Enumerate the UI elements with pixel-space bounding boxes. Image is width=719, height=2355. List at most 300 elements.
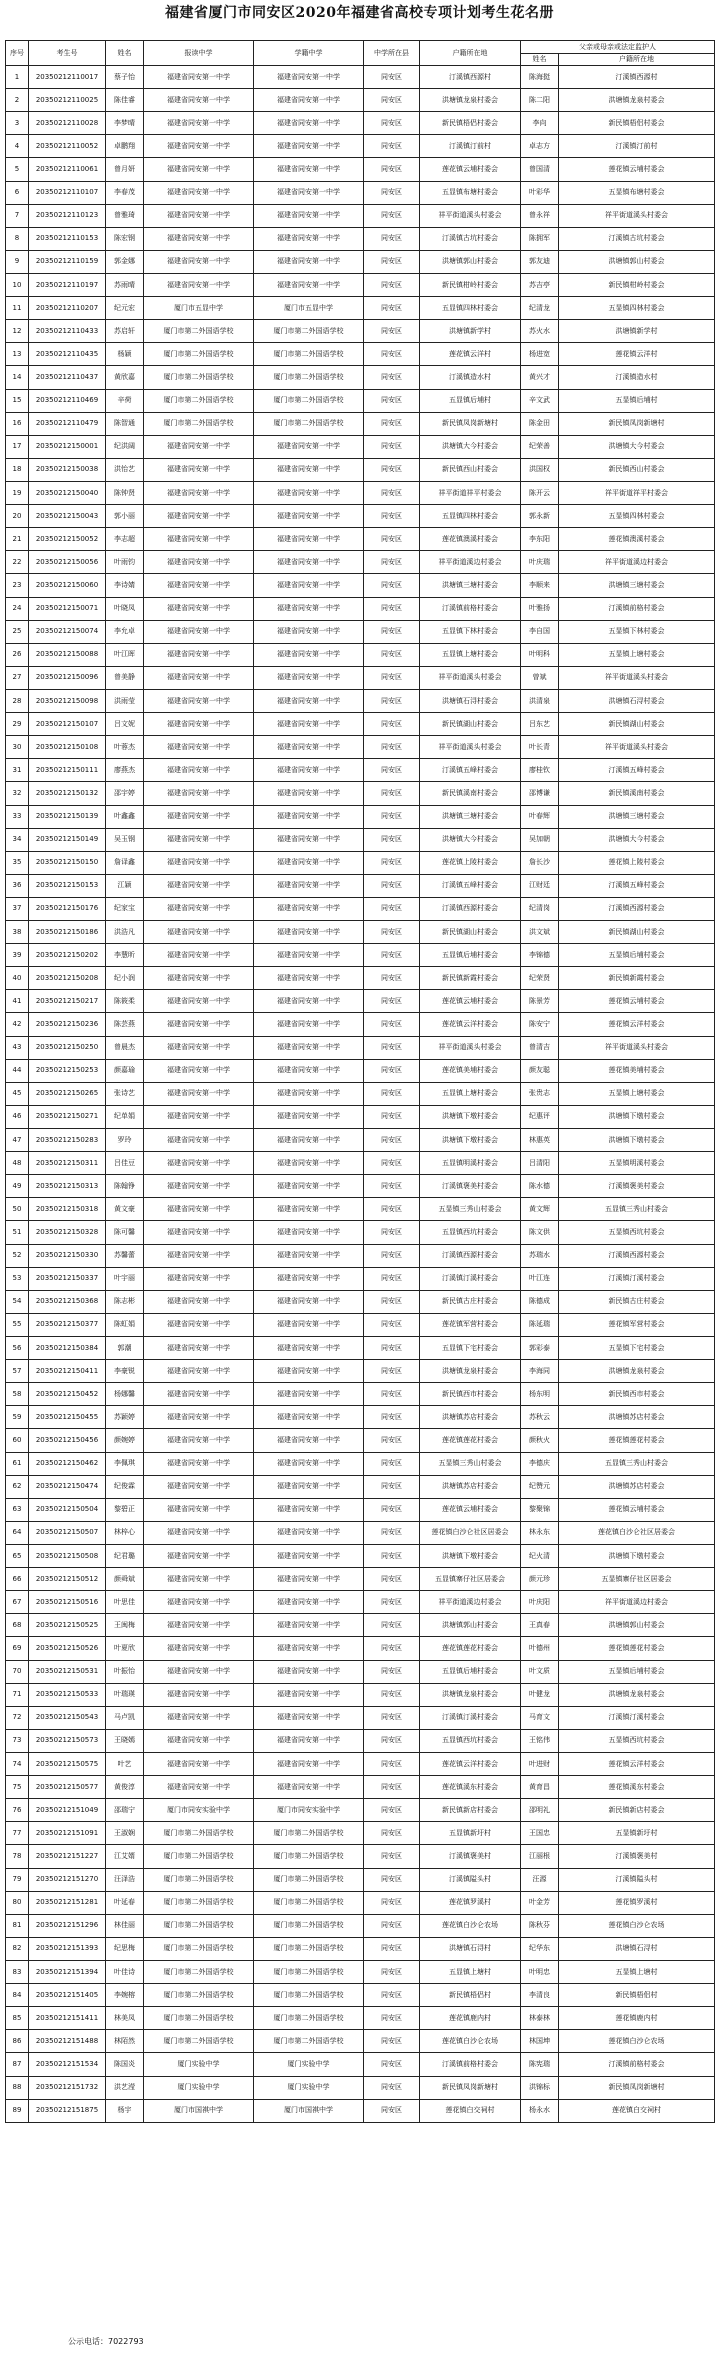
table-row	[6, 1221, 715, 1244]
cell-exam-no: 20350212151411	[29, 2007, 106, 2030]
cell-district: 同安区	[364, 112, 420, 135]
cell-seq: 16	[6, 412, 29, 435]
cell-guardian-name: 杨东明	[521, 1383, 559, 1406]
cell-exam-no: 20350212110433	[29, 320, 106, 343]
cell-district: 同安区	[364, 1706, 420, 1729]
cell-seq: 76	[6, 1799, 29, 1822]
cell-guardian-name: 林泰林	[521, 2007, 559, 2030]
cell-reg-school: 福建省同安第一中学	[254, 1152, 364, 1175]
table-row	[6, 1960, 715, 1983]
cell-school: 福建省同安第一中学	[144, 1706, 254, 1729]
cell-hukou: 五显镇上塘村	[420, 1960, 521, 1983]
cell-reg-school: 福建省同安第一中学	[254, 689, 364, 712]
cell-name: 陈钟贤	[106, 481, 144, 504]
cell-name: 黄文豪	[106, 1198, 144, 1221]
cell-guardian-hukou: 新民镇湖山村委会	[559, 921, 715, 944]
cell-district: 同安区	[364, 1475, 420, 1498]
cell-district: 同安区	[364, 805, 420, 828]
cell-seq: 68	[6, 1614, 29, 1637]
cell-seq: 81	[6, 1914, 29, 1937]
cell-seq: 33	[6, 805, 29, 828]
cell-guardian-hukou: 莲花镇云埔村委会	[559, 1498, 715, 1521]
table-row	[6, 1498, 715, 1521]
cell-reg-school: 福建省同安第一中学	[254, 1129, 364, 1152]
cell-guardian-hukou: 五显镇西坑村委会	[559, 1729, 715, 1752]
cell-exam-no: 20350212150337	[29, 1267, 106, 1290]
cell-guardian-name: 陈金田	[521, 412, 559, 435]
cell-school: 福建省同安第一中学	[144, 1498, 254, 1521]
cell-district: 同安区	[364, 551, 420, 574]
table-row	[6, 574, 715, 597]
cell-district: 同安区	[364, 181, 420, 204]
cell-reg-school: 福建省同安第一中学	[254, 1059, 364, 1082]
cell-name: 林梓心	[106, 1521, 144, 1544]
cell-guardian-name: 颜友聪	[521, 1059, 559, 1082]
cell-district: 同安区	[364, 1637, 420, 1660]
cell-reg-school: 厦门市第二外国语学校	[254, 389, 364, 412]
cell-name: 纪单娟	[106, 1105, 144, 1128]
cell-guardian-hukou: 汀溪镇汀溪村委会	[559, 1267, 715, 1290]
cell-name: 王闽梅	[106, 1614, 144, 1637]
cell-guardian-name: 叶春辉	[521, 805, 559, 828]
cell-guardian-name: 陈海挺	[521, 66, 559, 89]
cell-hukou: 新民镇西市村委会	[420, 1383, 521, 1406]
cell-exam-no: 20350212110159	[29, 250, 106, 273]
cell-school: 福建省同安第一中学	[144, 1036, 254, 1059]
cell-school: 福建省同安第一中学	[144, 1290, 254, 1313]
cell-exam-no: 20350212150504	[29, 1498, 106, 1521]
cell-school: 福建省同安第一中学	[144, 1383, 254, 1406]
cell-reg-school: 福建省同安第一中学	[254, 1267, 364, 1290]
cell-guardian-hukou: 洪塘镇下墩村委会	[559, 1129, 715, 1152]
cell-district: 同安区	[364, 944, 420, 967]
cell-hukou: 洪塘镇下墩村委会	[420, 1129, 521, 1152]
cell-exam-no: 20350212150111	[29, 759, 106, 782]
cell-school: 福建省同安第一中学	[144, 1082, 254, 1105]
cell-name: 吴玉钢	[106, 828, 144, 851]
cell-exam-no: 20350212150107	[29, 713, 106, 736]
cell-guardian-name: 王铭伟	[521, 1729, 559, 1752]
cell-guardian-hukou: 莲花镇鹿内村	[559, 2007, 715, 2030]
cell-reg-school: 福建省同安第一中学	[254, 1221, 364, 1244]
table-row	[6, 1891, 715, 1914]
cell-school: 福建省同安第一中学	[144, 1059, 254, 1082]
cell-district: 同安区	[364, 366, 420, 389]
cell-school: 厦门市同安实验中学	[144, 1799, 254, 1822]
cell-guardian-hukou: 五显镇上塘村委会	[559, 643, 715, 666]
cell-school: 福建省同安第一中学	[144, 1660, 254, 1683]
cell-district: 同安区	[364, 666, 420, 689]
cell-seq: 10	[6, 273, 29, 296]
cell-school: 福建省同安第一中学	[144, 204, 254, 227]
cell-guardian-hukou: 新民镇凤岗新塘村	[559, 2076, 715, 2099]
cell-school: 福建省同安第一中学	[144, 1591, 254, 1614]
cell-name: 蔡子怡	[106, 66, 144, 89]
cell-school: 福建省同安第一中学	[144, 1313, 254, 1336]
cell-guardian-name: 陈文供	[521, 1221, 559, 1244]
cell-name: 曾美静	[106, 666, 144, 689]
cell-name: 陈虹娟	[106, 1313, 144, 1336]
table-row	[6, 2053, 715, 2076]
cell-name: 纪思梅	[106, 1937, 144, 1960]
cell-exam-no: 20350212110197	[29, 273, 106, 296]
cell-district: 同安区	[364, 1822, 420, 1845]
cell-seq: 24	[6, 597, 29, 620]
col-header-guardian-name: 姓名	[521, 54, 559, 66]
cell-hukou: 五显镇后埔村委会	[420, 944, 521, 967]
cell-guardian-hukou: 新民镇凤岗新塘村	[559, 412, 715, 435]
table-row	[6, 297, 715, 320]
cell-school: 厦门市第二外国语学校	[144, 1914, 254, 1937]
cell-school: 福建省同安第一中学	[144, 1152, 254, 1175]
cell-guardian-name: 曾国清	[521, 158, 559, 181]
cell-exam-no: 20350212151875	[29, 2099, 106, 2122]
cell-reg-school: 福建省同安第一中学	[254, 1198, 364, 1221]
cell-guardian-hukou: 汀溪镇五峰村委会	[559, 759, 715, 782]
cell-seq: 69	[6, 1637, 29, 1660]
cell-name: 叶延春	[106, 1891, 144, 1914]
cell-district: 同安区	[364, 2076, 420, 2099]
cell-reg-school: 福建省同安第一中学	[254, 1337, 364, 1360]
cell-guardian-hukou: 洪塘镇郭山村委会	[559, 1614, 715, 1637]
cell-guardian-name: 曾清吉	[521, 1036, 559, 1059]
cell-guardian-name: 郭彩泰	[521, 1337, 559, 1360]
cell-district: 同安区	[364, 1452, 420, 1475]
cell-school: 福建省同安第一中学	[144, 1568, 254, 1591]
cell-guardian-hukou: 莲花镇云洋村委会	[559, 1752, 715, 1775]
cell-seq: 37	[6, 897, 29, 920]
table-row	[6, 1568, 715, 1591]
cell-seq: 25	[6, 620, 29, 643]
cell-name: 李春茂	[106, 181, 144, 204]
cell-reg-school: 福建省同安第一中学	[254, 851, 364, 874]
cell-guardian-hukou: 莲花镇罗溪村	[559, 1891, 715, 1914]
table-row	[6, 1752, 715, 1775]
cell-guardian-name: 洪锦标	[521, 2076, 559, 2099]
cell-guardian-hukou: 莲花镇云埔村委会	[559, 158, 715, 181]
cell-school: 厦门市第二外国语学校	[144, 412, 254, 435]
cell-guardian-name: 苏秋云	[521, 1406, 559, 1429]
cell-reg-school: 福建省同安第一中学	[254, 1290, 364, 1313]
cell-school: 福建省同安第一中学	[144, 1429, 254, 1452]
cell-exam-no: 20350212150526	[29, 1637, 106, 1660]
table-row	[6, 458, 715, 481]
cell-exam-no: 20350212150071	[29, 597, 106, 620]
cell-name: 陈志彬	[106, 1290, 144, 1313]
cell-school: 厦门市第二外国语学校	[144, 1822, 254, 1845]
cell-exam-no: 20350212110479	[29, 412, 106, 435]
cell-district: 同安区	[364, 2099, 420, 2122]
cell-hukou: 莲花镇白沙仑农场	[420, 2030, 521, 2053]
cell-district: 同安区	[364, 2030, 420, 2053]
cell-reg-school: 福建省同安第一中学	[254, 181, 364, 204]
cell-guardian-hukou: 莲花镇美埔村委会	[559, 1059, 715, 1082]
cell-guardian-hukou: 莲花镇云洋村	[559, 343, 715, 366]
cell-reg-school: 福建省同安第一中学	[254, 112, 364, 135]
table-row	[6, 805, 715, 828]
cell-seq: 8	[6, 227, 29, 250]
cell-exam-no: 20350212150533	[29, 1683, 106, 1706]
cell-district: 同安区	[364, 320, 420, 343]
cell-reg-school: 福建省同安第一中学	[254, 597, 364, 620]
roster-table	[5, 40, 715, 2123]
cell-reg-school: 福建省同安第一中学	[254, 874, 364, 897]
cell-seq: 70	[6, 1660, 29, 1683]
cell-district: 同安区	[364, 967, 420, 990]
cell-exam-no: 20350212150265	[29, 1082, 106, 1105]
cell-guardian-name: 黎聚锦	[521, 1498, 559, 1521]
cell-reg-school: 福建省同安第一中学	[254, 713, 364, 736]
cell-school: 福建省同安第一中学	[144, 1752, 254, 1775]
cell-guardian-hukou: 祥平街道溪头村委会	[559, 204, 715, 227]
cell-exam-no: 20350212150098	[29, 689, 106, 712]
cell-seq: 59	[6, 1406, 29, 1429]
cell-name: 陈芸燕	[106, 1013, 144, 1036]
cell-guardian-name: 叶庆阳	[521, 1591, 559, 1614]
table-row	[6, 89, 715, 112]
col-header-school: 报读中学	[144, 41, 254, 66]
table-row	[6, 1452, 715, 1475]
cell-exam-no: 20350212151394	[29, 1960, 106, 1983]
cell-reg-school: 福建省同安第一中学	[254, 1614, 364, 1637]
cell-guardian-name: 陈德成	[521, 1290, 559, 1313]
cell-exam-no: 20350212150153	[29, 874, 106, 897]
cell-hukou: 洪塘镇苏店村委会	[420, 1475, 521, 1498]
cell-reg-school: 福建省同安第一中学	[254, 1591, 364, 1614]
cell-district: 同安区	[364, 1868, 420, 1891]
table-row	[6, 1290, 715, 1313]
cell-name: 颜舜斌	[106, 1568, 144, 1591]
cell-exam-no: 20350212150318	[29, 1198, 106, 1221]
cell-guardian-name: 纪荣善	[521, 435, 559, 458]
cell-seq: 5	[6, 158, 29, 181]
cell-hukou: 汀溪镇褒美村	[420, 1845, 521, 1868]
cell-guardian-hukou: 汀溪镇隘头村	[559, 1868, 715, 1891]
cell-district: 同安区	[364, 620, 420, 643]
cell-reg-school: 厦门市第二外国语学校	[254, 1822, 364, 1845]
cell-exam-no: 20350212151405	[29, 1984, 106, 2007]
cell-exam-no: 20350212150384	[29, 1337, 106, 1360]
cell-reg-school: 福建省同安第一中学	[254, 1013, 364, 1036]
cell-guardian-hukou: 祥平街道溪头村委会	[559, 736, 715, 759]
cell-reg-school: 福建省同安第一中学	[254, 897, 364, 920]
cell-school: 福建省同安第一中学	[144, 273, 254, 296]
cell-reg-school: 福建省同安第一中学	[254, 1036, 364, 1059]
cell-guardian-name: 叶雅扬	[521, 597, 559, 620]
cell-guardian-hukou: 新民镇柑岭村委会	[559, 273, 715, 296]
cell-district: 同安区	[364, 1082, 420, 1105]
cell-district: 同安区	[364, 89, 420, 112]
cell-school: 厦门市第二外国语学校	[144, 1960, 254, 1983]
table-row	[6, 1082, 715, 1105]
cell-school: 福建省同安第一中学	[144, 1521, 254, 1544]
cell-guardian-hukou: 莲花镇白交祠村	[559, 2099, 715, 2122]
cell-reg-school: 福建省同安第一中学	[254, 1429, 364, 1452]
cell-seq: 31	[6, 759, 29, 782]
cell-guardian-hukou: 五显镇三秀山村委会	[559, 1452, 715, 1475]
cell-guardian-hukou: 汀溪镇汀前村	[559, 135, 715, 158]
cell-guardian-hukou: 祥平街道溪边村委会	[559, 1591, 715, 1614]
cell-exam-no: 20350212150368	[29, 1290, 106, 1313]
cell-district: 同安区	[364, 990, 420, 1013]
cell-exam-no: 20350212150512	[29, 1568, 106, 1591]
cell-guardian-name: 郭友迪	[521, 250, 559, 273]
table-row	[6, 1429, 715, 1452]
cell-guardian-name: 叶健龙	[521, 1683, 559, 1706]
cell-seq: 49	[6, 1175, 29, 1198]
cell-guardian-name: 李锦德	[521, 944, 559, 967]
cell-hukou: 五显镇下宅村委会	[420, 1337, 521, 1360]
cell-reg-school: 福建省同安第一中学	[254, 1776, 364, 1799]
cell-exam-no: 20350212110469	[29, 389, 106, 412]
cell-guardian-hukou: 洪塘镇下墩村委会	[559, 1545, 715, 1568]
cell-hukou: 莲花镇云洋村委会	[420, 1013, 521, 1036]
table-row	[6, 643, 715, 666]
cell-guardian-name: 林惠英	[521, 1129, 559, 1152]
cell-guardian-name: 李顺来	[521, 574, 559, 597]
cell-hukou: 五显镇上塘村委会	[420, 1082, 521, 1105]
cell-school: 福建省同安第一中学	[144, 851, 254, 874]
col-header-guardian-hukou: 户籍所在地	[559, 54, 715, 66]
cell-exam-no: 20350212150271	[29, 1105, 106, 1128]
cell-reg-school: 福建省同安第一中学	[254, 1360, 364, 1383]
table-row	[6, 990, 715, 1013]
cell-guardian-hukou: 五显镇下宅村委会	[559, 1337, 715, 1360]
cell-school: 福建省同安第一中学	[144, 828, 254, 851]
cell-seq: 15	[6, 389, 29, 412]
table-row	[6, 2099, 715, 2122]
cell-school: 福建省同安第一中学	[144, 135, 254, 158]
cell-name: 李慧昕	[106, 944, 144, 967]
cell-school: 福建省同安第一中学	[144, 1729, 254, 1752]
cell-name: 陈佳睿	[106, 89, 144, 112]
cell-guardian-hukou: 五显镇西坑村委会	[559, 1221, 715, 1244]
cell-guardian-name: 廖桂钦	[521, 759, 559, 782]
cell-hukou: 新民镇梧侣村委会	[420, 112, 521, 135]
cell-name: 苏启轩	[106, 320, 144, 343]
cell-school: 福建省同安第一中学	[144, 574, 254, 597]
cell-school: 福建省同安第一中学	[144, 66, 254, 89]
cell-name: 纪君璐	[106, 1545, 144, 1568]
cell-seq: 20	[6, 505, 29, 528]
cell-exam-no: 20350212151091	[29, 1822, 106, 1845]
cell-exam-no: 20350212150330	[29, 1244, 106, 1267]
cell-district: 同安区	[364, 1290, 420, 1313]
cell-name: 陈筱柔	[106, 990, 144, 1013]
cell-exam-no: 20350212110061	[29, 158, 106, 181]
cell-seq: 45	[6, 1082, 29, 1105]
cell-district: 同安区	[364, 1175, 420, 1198]
cell-district: 同安区	[364, 1891, 420, 1914]
cell-exam-no: 20350212150176	[29, 897, 106, 920]
cell-guardian-hukou: 祥平街道祥平村委会	[559, 481, 715, 504]
cell-exam-no: 20350212150001	[29, 435, 106, 458]
table-row	[6, 227, 715, 250]
cell-guardian-name: 纪惠评	[521, 1105, 559, 1128]
table-row	[6, 1244, 715, 1267]
cell-name: 苏馨蕾	[106, 1244, 144, 1267]
cell-guardian-name: 曾斌	[521, 666, 559, 689]
cell-guardian-name: 曾永祥	[521, 204, 559, 227]
cell-exam-no: 20350212150313	[29, 1175, 106, 1198]
cell-district: 同安区	[364, 574, 420, 597]
table-row	[6, 1729, 715, 1752]
cell-school: 福建省同安第一中学	[144, 458, 254, 481]
cell-seq: 27	[6, 666, 29, 689]
cell-exam-no: 20350212150253	[29, 1059, 106, 1082]
cell-exam-no: 20350212151281	[29, 1891, 106, 1914]
cell-guardian-hukou: 莲花镇上陵村委会	[559, 851, 715, 874]
cell-seq: 61	[6, 1452, 29, 1475]
cell-district: 同安区	[364, 782, 420, 805]
cell-guardian-hukou: 洪塘镇三塘村委会	[559, 574, 715, 597]
cell-guardian-name: 陈景芳	[521, 990, 559, 1013]
cell-guardian-name: 詹长沙	[521, 851, 559, 874]
cell-guardian-hukou: 莲花镇白沙仑社区居委会	[559, 1521, 715, 1544]
cell-name: 黄欣嘉	[106, 366, 144, 389]
cell-guardian-name: 叶江连	[521, 1267, 559, 1290]
table-row	[6, 1036, 715, 1059]
cell-guardian-name: 吴加朝	[521, 828, 559, 851]
cell-reg-school: 厦门实验中学	[254, 2053, 364, 2076]
table-row	[6, 944, 715, 967]
cell-hukou: 莲花镇云洋村委会	[420, 1752, 521, 1775]
cell-reg-school: 福建省同安第一中学	[254, 828, 364, 851]
cell-district: 同安区	[364, 66, 420, 89]
cell-guardian-name: 纪荣贤	[521, 967, 559, 990]
cell-school: 福建省同安第一中学	[144, 112, 254, 135]
table-row	[6, 1152, 715, 1175]
cell-guardian-hukou: 汀溪镇古坑村委会	[559, 227, 715, 250]
cell-hukou: 新民镇湖山村委会	[420, 921, 521, 944]
cell-reg-school: 福建省同安第一中学	[254, 1383, 364, 1406]
cell-reg-school: 福建省同安第一中学	[254, 1660, 364, 1683]
table-row	[6, 1591, 715, 1614]
table-row	[6, 343, 715, 366]
cell-guardian-hukou: 汀溪镇前格村委会	[559, 2053, 715, 2076]
cell-guardian-hukou: 新民镇新店村委会	[559, 1799, 715, 1822]
cell-name: 林美凤	[106, 2007, 144, 2030]
table-row	[6, 597, 715, 620]
cell-district: 同安区	[364, 1799, 420, 1822]
cell-guardian-name: 洪文斌	[521, 921, 559, 944]
table-row	[6, 2076, 715, 2099]
cell-exam-no: 20350212150043	[29, 505, 106, 528]
cell-district: 同安区	[364, 1660, 420, 1683]
cell-district: 同安区	[364, 1105, 420, 1128]
col-header-district: 中学所在县	[364, 41, 420, 66]
cell-exam-no: 20350212150096	[29, 666, 106, 689]
cell-guardian-hukou: 洪塘镇龙泉村委会	[559, 1683, 715, 1706]
table-row	[6, 1984, 715, 2007]
cell-district: 同安区	[364, 851, 420, 874]
cell-seq: 11	[6, 297, 29, 320]
cell-guardian-hukou: 五显镇四林村委会	[559, 297, 715, 320]
cell-seq: 22	[6, 551, 29, 574]
cell-hukou: 汀溪镇西源村委会	[420, 897, 521, 920]
cell-school: 厦门市第二外国语学校	[144, 1984, 254, 2007]
cell-school: 福建省同安第一中学	[144, 1406, 254, 1429]
cell-exam-no: 20350212151488	[29, 2030, 106, 2053]
cell-school: 福建省同安第一中学	[144, 1013, 254, 1036]
cell-exam-no: 20350212150208	[29, 967, 106, 990]
cell-guardian-hukou: 新民镇溪南村委会	[559, 782, 715, 805]
cell-hukou: 汀溪镇汀溪村委会	[420, 1706, 521, 1729]
cell-guardian-hukou: 莲花镇莲花村委会	[559, 1637, 715, 1660]
cell-reg-school: 福建省同安第一中学	[254, 1452, 364, 1475]
cell-seq: 30	[6, 736, 29, 759]
cell-school: 厦门市第二外国语学校	[144, 2007, 254, 2030]
